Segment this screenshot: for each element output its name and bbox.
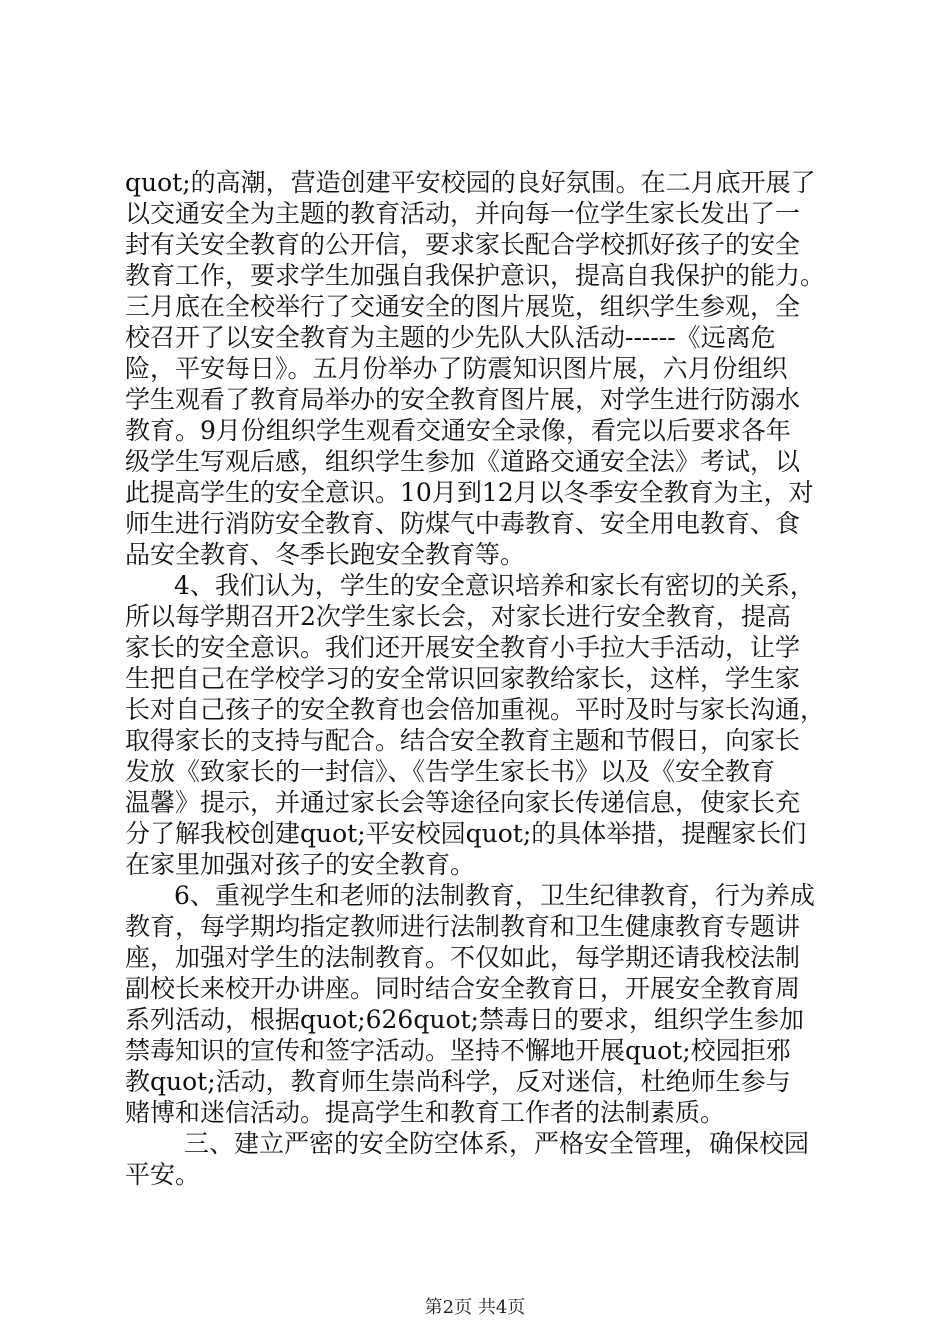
text-line: 副校长来校开办讲座。同时结合安全教育日，开展安全教育周 xyxy=(125,974,801,1003)
text-line: 教育工作，要求学生加强自我保护意识，提高自我保护的能力。 xyxy=(125,261,826,290)
text-line: 分了解我校创建quot;平安校园quot;的具体举措，提醒家长们 xyxy=(125,819,807,848)
text-line: 教育，每学期均指定教师进行法制教育和卫生健康教育专题讲 xyxy=(125,912,801,941)
section-heading-line: 三、建立严密的安全防空体系，严格安全管理，确保校园 xyxy=(184,1129,810,1158)
text-line: 教育。9月份组织学生观看交通安全录像，看完以后要求各年 xyxy=(125,416,791,445)
text-line: quot;的高潮，营造创建平安校园的良好氛围。在二月底开展了 xyxy=(125,168,816,197)
text-line: 家长的安全意识。我们还开展安全教育小手拉大手活动，让学 xyxy=(125,633,801,662)
text-line: 封有关安全教育的公开信，要求家长配合学校抓好孩子的安全 xyxy=(125,230,801,259)
text-line: 师生进行消防安全教育、防煤气中毒教育、安全用电教育、食 xyxy=(125,509,801,538)
paragraph-start-line: 6、重视学生和老师的法制教育，卫生纪律教育，行为养成 xyxy=(174,881,815,910)
text-line: 在家里加强对孩子的安全教育。 xyxy=(125,850,476,879)
text-line: 品安全教育、冬季长跑安全教育等。 xyxy=(125,540,526,569)
text-line: 险，平安每日》。五月份举办了防震知识图片展，六月份组织 xyxy=(125,354,788,383)
text-line: 以交通安全为主题的教育活动，并向每一位学生家长发出了一 xyxy=(125,199,801,228)
text-line: 所以每学期召开2次学生家长会，对家长进行安全教育，提高 xyxy=(125,602,791,631)
text-line: 平安。 xyxy=(125,1160,201,1189)
text-line: 此提高学生的安全意识。10月到12月以冬季安全教育为主，对 xyxy=(125,478,814,507)
text-line: 发放《致家长的一封信》、《告学生家长书》以及《安全教育 xyxy=(125,757,776,786)
page-number: 第2页 共4页 xyxy=(424,1297,526,1318)
text-line: 生把自己在学校学习的安全常识回家教给家长，这样，学生家 xyxy=(125,664,801,693)
text-line: 系列活动，根据quot;626quot;禁毒日的要求，组织学生参加 xyxy=(125,1005,804,1034)
paragraph-start-line: 4、我们认为，学生的安全意识培养和家长有密切的关系， xyxy=(174,571,815,600)
page-footer xyxy=(0,1296,950,1320)
text-line: 学生观看了教育局举办的安全教育图片展，对学生进行防溺水 xyxy=(125,385,801,414)
text-line: 温馨》提示，并通过家长会等途径向家长传递信息，使家长充 xyxy=(125,788,801,817)
text-line: 校召开了以安全教育为主题的少先队大队活动------《远离危 xyxy=(125,323,776,352)
text-line: 教quot;活动，教育师生崇尚科学，反对迷信，杜绝师生参与 xyxy=(125,1067,791,1096)
text-line: 级学生写观后感，组织学生参加《道路交通安全法》考试，以 xyxy=(125,447,801,476)
text-line: 三月底在全校举行了交通安全的图片展览，组织学生参观，全 xyxy=(125,292,801,321)
text-line: 长对自己孩子的安全教育也会倍加重视。平时及时与家长沟通， xyxy=(125,695,826,724)
text-line: 座，加强对学生的法制教育。不仅如此，每学期还请我校法制 xyxy=(125,943,801,972)
text-line: 赌博和迷信活动。提高学生和教育工作者的法制素质。 xyxy=(125,1098,726,1127)
text-line: 取得家长的支持与配合。结合安全教育主题和节假日，向家长 xyxy=(125,726,801,755)
text-line: 禁毒知识的宣传和签字活动。坚持不懈地开展quot;校园拒邪 xyxy=(125,1036,791,1065)
